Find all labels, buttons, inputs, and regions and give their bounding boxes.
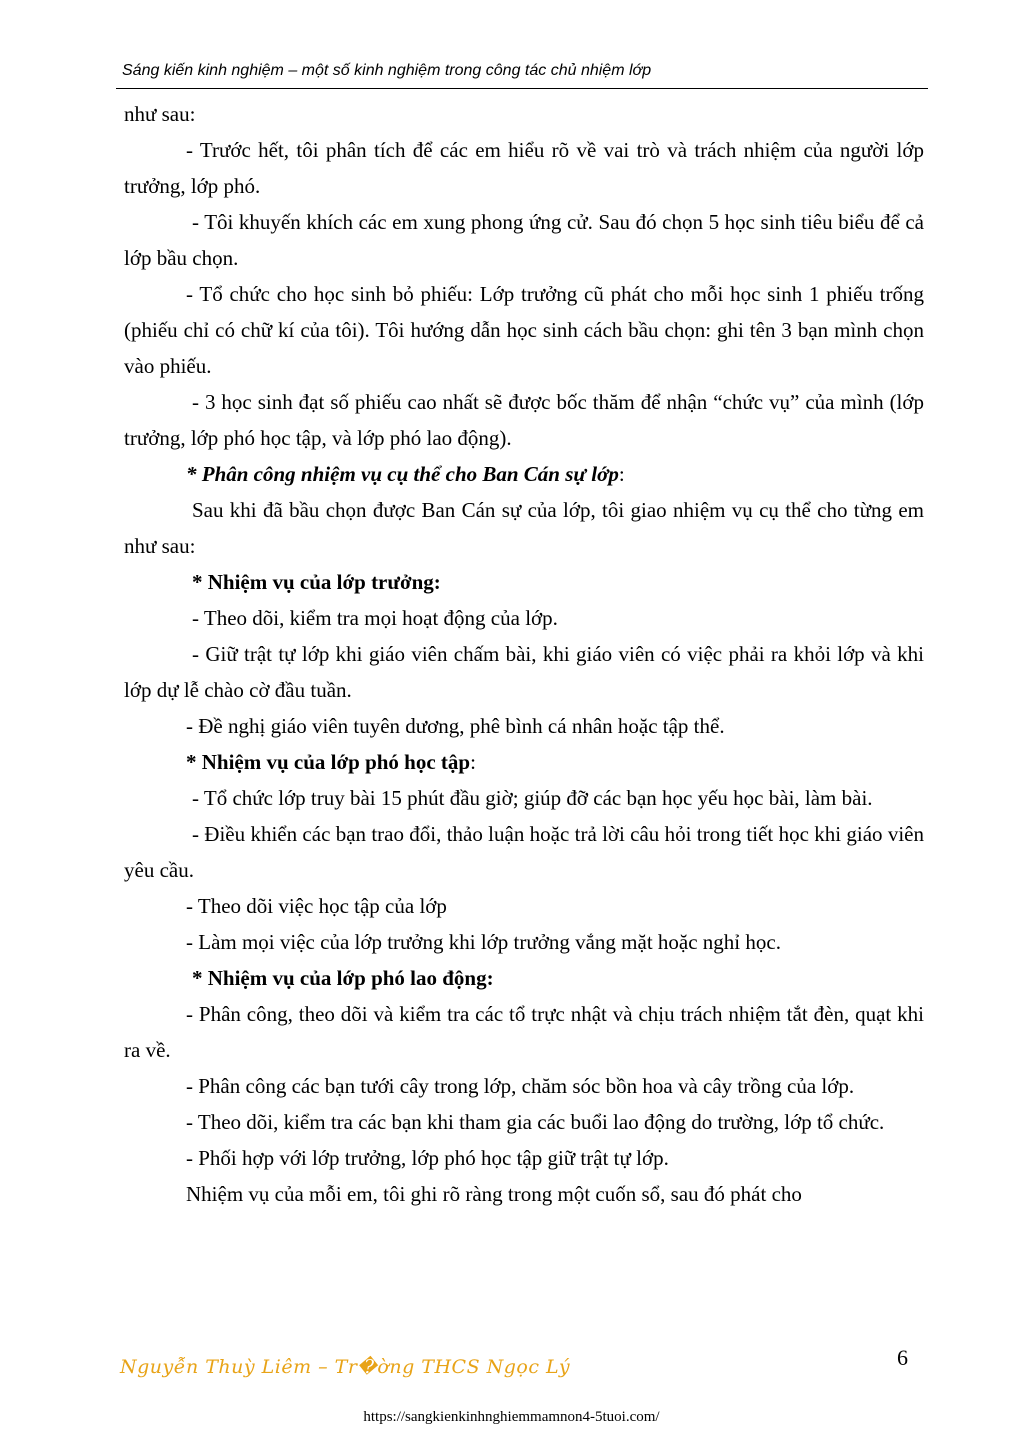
- paragraph: - Trước hết, tôi phân tích để các em hiểu rõ về vai trò và trách nhiệm của người lớp trưởng, lớp phó.: [124, 138, 924, 198]
- list-item: - Điều khiển các bạn trao đổi, thảo luận hoặc trả lời câu hỏi trong tiết học khi giáo viên yêu cầu.: [124, 822, 924, 882]
- paragraph: Nhiệm vụ của mỗi em, tôi ghi rõ ràng trong một cuốn sổ, sau đó phát cho: [186, 1182, 802, 1206]
- footer-author: Nguyễn Thuỳ Liêm – Tr�ờng THCS Ngọc Lý: [120, 1356, 571, 1378]
- footer-url[interactable]: https://sangkienkinhnghiemmamnon4-5tuoi.com/: [363, 1409, 660, 1425]
- heading-text: * Phân công nhiệm vụ cụ thể cho Ban Cán sự lớp: [186, 462, 619, 486]
- paragraph: - 3 học sinh đạt số phiếu cao nhất sẽ được bốc thăm để nhận “chức vụ” của mình (lớp trưởng, lớp phó học tập, và lớp phó lao động).: [124, 390, 924, 450]
- paragraph: - Tôi khuyến khích các em xung phong ứng cử. Sau đó chọn 5 học sinh tiêu biểu để cả lớp bầu chọn.: [124, 210, 924, 270]
- heading-text: * Nhiệm vụ của lớp phó học tập: [186, 750, 471, 774]
- paragraph: - Tổ chức cho học sinh bỏ phiếu: Lớp trưởng cũ phát cho mỗi học sinh 1 phiếu trống (phiếu chỉ có chữ kí của tôi). Tôi hướng dẫn học sinh cách bầu chọn: ghi tên 3 bạn mình chọn vào phiếu.: [124, 282, 924, 378]
- running-header: Sáng kiến kinh nghiệm – một số kinh nghiệm trong công tác chủ nhiệm lớp: [122, 62, 652, 79]
- list-item: - Theo dõi, kiểm tra các bạn khi tham gia các buổi lao động do trường, lớp tổ chức.: [186, 1110, 885, 1134]
- list-item: - Đề nghị giáo viên tuyên dương, phê bình cá nhân hoặc tập thể.: [186, 714, 725, 738]
- section-heading: [124, 456, 924, 492]
- body-text: [124, 96, 924, 1212]
- list-item: - Phân công các bạn tưới cây trong lớp, chăm sóc bồn hoa và cây trồng của lớp.: [186, 1074, 855, 1098]
- list-item: - Phân công, theo dõi và kiểm tra các tổ trực nhật và chịu trách nhiệm tắt đèn, quạt khi ra về.: [124, 1002, 924, 1062]
- list-item: - Làm mọi việc của lớp trưởng khi lớp trưởng vắng mặt hoặc nghỉ học.: [186, 930, 781, 954]
- header-divider: [116, 88, 928, 89]
- section-heading: * Nhiệm vụ của lớp trưởng:: [192, 570, 441, 594]
- section-heading: * Nhiệm vụ của lớp phó lao động:: [192, 966, 494, 990]
- list-item: - Phối hợp với lớp trưởng, lớp phó học tập giữ trật tự lớp.: [186, 1146, 669, 1170]
- paragraph: như sau:: [124, 102, 196, 126]
- section-heading: [124, 744, 924, 780]
- paragraph: Sau khi đã bầu chọn được Ban Cán sự của lớp, tôi giao nhiệm vụ cụ thể cho từng em như sau:: [124, 498, 924, 558]
- list-item: - Giữ trật tự lớp khi giáo viên chấm bài, khi giáo viên có việc phải ra khỏi lớp và khi lớp dự lễ chào cờ đầu tuần.: [124, 642, 924, 702]
- page-number: 6: [897, 1345, 908, 1370]
- list-item: - Theo dõi việc học tập của lớp: [186, 894, 447, 918]
- list-item: - Theo dõi, kiểm tra mọi hoạt động của lớp.: [192, 606, 558, 630]
- list-item: - Tổ chức lớp truy bài 15 phút đầu giờ; giúp đỡ các bạn học yếu học bài, làm bài.: [192, 786, 873, 810]
- heading-colon: :: [618, 462, 625, 486]
- heading-colon: :: [470, 750, 476, 774]
